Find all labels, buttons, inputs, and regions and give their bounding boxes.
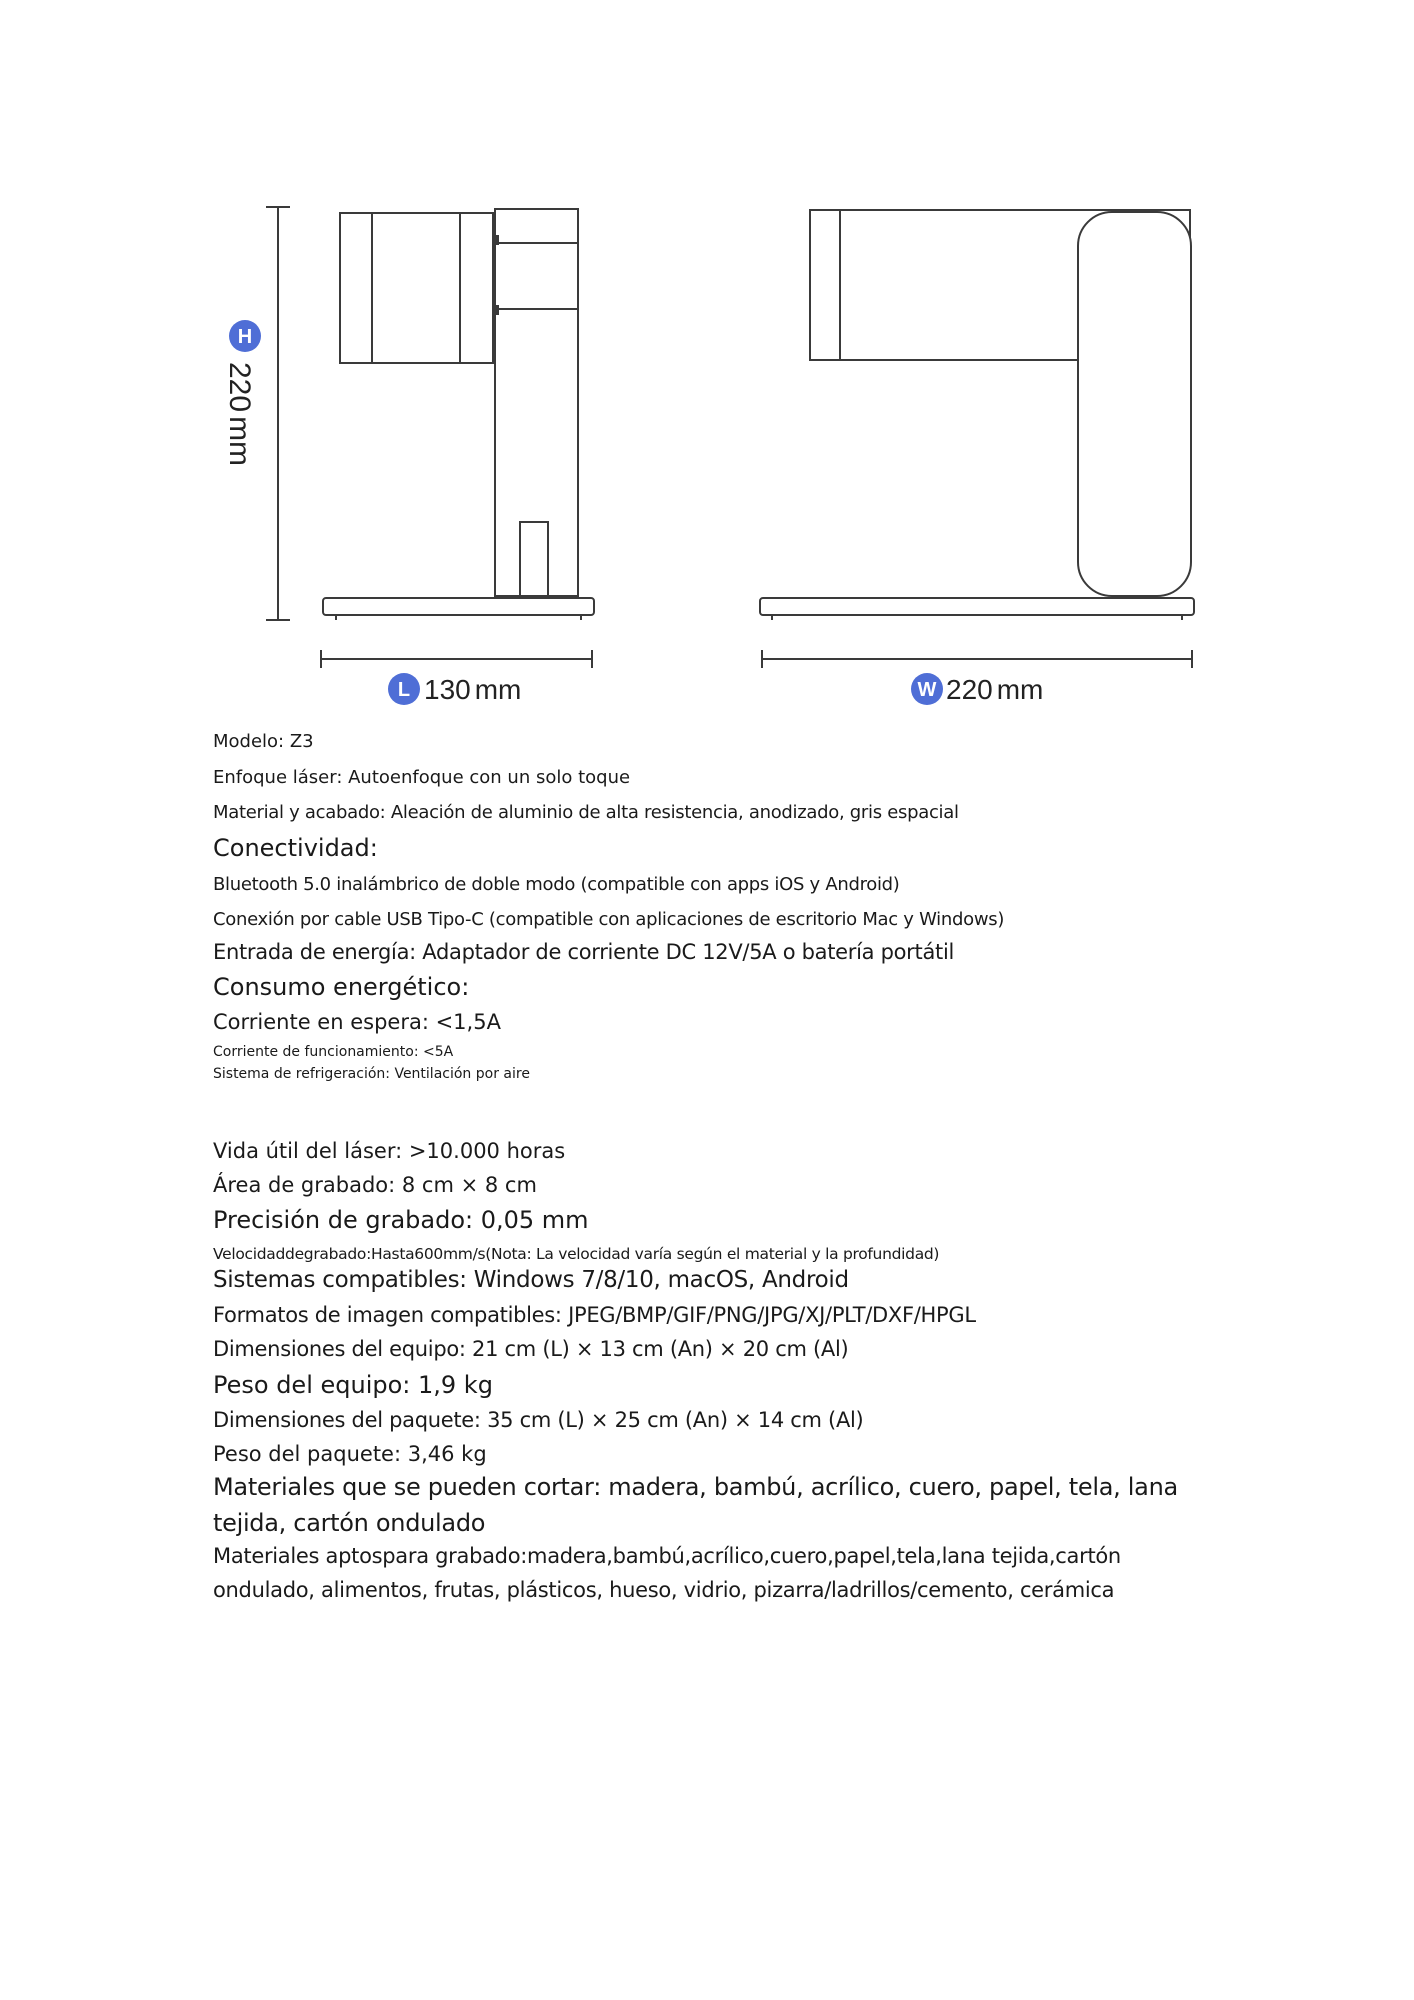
length-unit: mm — [474, 674, 522, 705]
spec-engraving-materials: Materiales aptospara grabado:madera,bambú,acrílico,cuero,papel,tela,lana tejida,cartón ondulado, alimentos, frutas, plásticos, hueso, vidrio, pizarra/ladrillos/cemento, cerámica — [213, 1544, 1121, 1602]
spec-device-weight: Peso del equipo: 1,9 kg — [213, 1371, 493, 1399]
spec-usb: Conexión por cable USB Tipo-C (compatible con aplicaciones de escritorio Mac y Windows) — [213, 909, 1005, 930]
height-dimension-line — [266, 207, 290, 620]
dimension-drawing — [0, 0, 1414, 740]
consumption-heading: Consumo energético: — [213, 973, 470, 1001]
width-label — [911, 673, 1043, 705]
spec-package-weight: Peso del paquete: 3,46 kg — [213, 1442, 487, 1466]
svg-text:220mm — [223, 362, 256, 466]
spec-image-formats: Formatos de imagen compatibles: JPEG/BMP/GIF/PNG/JPG/XJ/PLT/DXF/HPGL — [213, 1303, 976, 1327]
spec-power-input: Entrada de energía: Adaptador de corriente DC 12V/5A o batería portátil — [213, 940, 955, 964]
spec-systems: Sistemas compatibles: Windows 7/8/10, macOS, Android — [213, 1267, 849, 1293]
spec-cutting-materials: Materiales que se pueden cortar: madera, bambú, acrílico, cuero, papel, tela, lana tejida, cartón ondulado — [213, 1473, 1178, 1537]
width-dimension-line — [762, 650, 1192, 668]
width-badge-letter: W — [917, 679, 937, 701]
svg-text:220mm — [946, 674, 1043, 705]
height-unit: mm — [223, 416, 256, 467]
spec-cooling: Sistema de refrigeración: Ventilación por aire — [213, 1066, 530, 1082]
width-unit: mm — [996, 674, 1044, 705]
spec-package-dimensions: Dimensiones del paquete: 35 cm (L) × 25 cm (An) × 14 cm (Al) — [213, 1408, 864, 1432]
spec-device-dimensions: Dimensiones del equipo: 21 cm (L) × 13 cm (An) × 20 cm (Al) — [213, 1337, 849, 1361]
length-dimension-line — [321, 650, 592, 668]
spec-laser-focus: Enfoque láser: Autoenfoque con un solo toque — [213, 767, 631, 788]
height-label — [223, 320, 261, 466]
length-value: 130 — [424, 674, 471, 705]
front-view-outline — [760, 210, 1194, 620]
side-view-outline — [323, 209, 594, 620]
length-label — [388, 673, 521, 705]
spec-precision: Precisión de grabado: 0,05 mm — [213, 1206, 589, 1234]
spec-engraving-area: Área de grabado: 8 cm × 8 cm — [213, 1173, 537, 1197]
width-value: 220 — [946, 674, 993, 705]
spec-speed: Velocidaddegrabado:Hasta600mm/s(Nota: La velocidad varía según el material y la profundidad) — [213, 1245, 940, 1263]
spec-model: Modelo: Z3 — [213, 731, 314, 752]
spec-operating-current: Corriente de funcionamiento: <5A — [213, 1044, 454, 1060]
spec-material: Material y acabado: Aleación de aluminio de alta resistencia, anodizado, gris espacial — [213, 802, 959, 823]
length-badge-letter: L — [397, 679, 411, 701]
spec-standby-current: Corriente en espera: <1,5A — [213, 1010, 501, 1034]
spec-bluetooth: Bluetooth 5.0 inalámbrico de doble modo (compatible con apps iOS y Android) — [213, 874, 900, 895]
height-value: 220 — [223, 362, 256, 413]
connectivity-heading: Conectividad: — [213, 834, 378, 862]
height-badge-letter: H — [237, 326, 253, 348]
svg-text:130mm — [424, 674, 521, 705]
spec-laser-life: Vida útil del láser: >10.000 horas — [213, 1139, 566, 1163]
